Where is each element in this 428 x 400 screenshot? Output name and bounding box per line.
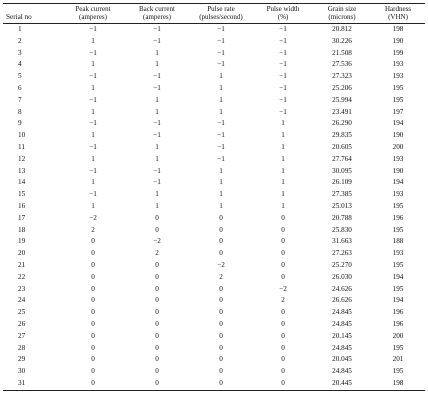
pulse-width-cell: 1	[281, 142, 285, 151]
hardness-cell: 190	[392, 131, 404, 140]
grain-size-cell: 25.830	[332, 225, 352, 234]
peak-current-cell: 0	[91, 308, 95, 317]
grain-size-cell: 24.845	[332, 367, 352, 376]
hardness-cell: 195	[392, 95, 404, 104]
serial-no-cell: 14	[18, 178, 26, 187]
hardness-cell: 193	[392, 60, 404, 69]
table-row	[3, 225, 425, 237]
back-current-cell: 0	[155, 213, 159, 222]
grain-size-cell: 26.030	[332, 272, 352, 281]
serial-no-cell: 13	[18, 166, 26, 175]
peak-current-cell: 0	[61, 378, 125, 390]
pulse-rate-cell: −1	[217, 36, 225, 45]
serial-no-cell: 16	[18, 201, 26, 210]
pulse-width-cell: −1	[279, 107, 287, 116]
pulse-rate-cell: 0	[219, 343, 223, 352]
pulse-rate-cell: 0	[219, 249, 223, 258]
hardness-cell: 200	[392, 331, 404, 340]
pulse-width-cell: 0	[281, 213, 285, 222]
pulse-width-cell: 0	[281, 272, 285, 281]
pulse-width-cell: 1	[281, 190, 285, 199]
grain-size-cell: 31.663	[332, 237, 352, 246]
hardness-cell: 196	[392, 308, 404, 317]
pulse-width-cell: 0	[281, 308, 285, 317]
back-current-cell: 0	[155, 284, 159, 293]
grain-size-cell: 20.605	[332, 142, 352, 151]
back-current-cell: −1	[153, 119, 161, 128]
serial-no-cell: 30	[18, 367, 26, 376]
pulse-width-cell: −1	[279, 36, 287, 45]
hardness-cell: 194	[392, 272, 404, 281]
table-row	[3, 378, 425, 390]
pulse-width-cell: 0	[281, 237, 285, 246]
grain-size-cell: 30.226	[332, 36, 352, 45]
back-current-cell: 1	[155, 142, 159, 151]
peak-current-cell: 1	[91, 131, 95, 140]
hardness-cell: 193	[392, 249, 404, 258]
pulse-rate-cell: 0	[219, 296, 223, 305]
pulse-width-cell: 0	[281, 343, 285, 352]
table-row	[3, 154, 425, 166]
pulse-rate-cell: 1	[219, 201, 223, 210]
serial-no-cell: 5	[18, 72, 22, 81]
pulse-width-cell: 1	[281, 131, 285, 140]
table-row	[3, 295, 425, 307]
grain-size-cell: 26.626	[332, 296, 352, 305]
pulse-width-cell: 0	[281, 319, 285, 328]
table-row	[3, 48, 425, 60]
serial-no-cell: 12	[18, 154, 26, 163]
pulse-rate-cell: 0	[219, 308, 223, 317]
pulse-width-cell: 0	[253, 378, 313, 390]
peak-current-cell: −1	[89, 95, 97, 104]
hardness-cell: 190	[392, 36, 404, 45]
grain-size-cell: 23.491	[332, 107, 352, 116]
peak-current-cell: −1	[89, 190, 97, 199]
hardness-cell: 197	[392, 107, 404, 116]
grain-size-cell: 25.270	[332, 260, 352, 269]
header-row	[3, 4, 425, 24]
pulse-width-cell: 0	[281, 355, 285, 364]
back-current-cell: 0	[155, 331, 159, 340]
peak-current-cell: 1	[91, 201, 95, 210]
pulse-width-cell: 2	[281, 296, 285, 305]
hardness-cell: 195	[392, 260, 404, 269]
pulse-rate-cell: 0	[219, 331, 223, 340]
peak-current-cell: 1	[91, 83, 95, 92]
peak-current-cell: 0	[91, 355, 95, 364]
peak-current-cell: 0	[91, 296, 95, 305]
serial-no-cell: 24	[18, 296, 26, 305]
grain-size-cell: 20.145	[332, 331, 352, 340]
serial-no-cell: 11	[18, 142, 25, 151]
pulse-rate-cell: 0	[219, 367, 223, 376]
pulse-width-cell: 1	[281, 201, 285, 210]
table-row	[3, 354, 425, 366]
back-current-cell: 0	[155, 225, 159, 234]
pulse-rate-cell: 1	[219, 83, 223, 92]
peak-current-cell: −1	[89, 142, 97, 151]
back-current-cell: −1	[153, 131, 161, 140]
peak-current-cell: −1	[89, 25, 97, 33]
pulse-rate-cell: −1	[217, 48, 225, 57]
serial-no-cell: 1	[18, 25, 22, 33]
hardness-cell: 193	[392, 154, 404, 163]
table-row	[3, 366, 425, 378]
pulse-rate-cell: −1	[217, 131, 225, 140]
peak-current-cell: 0	[91, 284, 95, 293]
peak-current-cell: −1	[89, 166, 97, 175]
peak-current-cell: 1	[91, 107, 95, 116]
col-header-pulse-rate: Pulse rate (pulses/second)	[189, 4, 253, 24]
back-current-cell: 1	[155, 107, 159, 116]
col-header-back-current: Back current (amperes)	[125, 4, 189, 24]
peak-current-cell: −1	[89, 119, 97, 128]
hardness-cell: 194	[392, 296, 404, 305]
grain-size-cell: 24.845	[332, 308, 352, 317]
serial-no-cell: 8	[18, 107, 22, 116]
back-current-cell: 0	[155, 343, 159, 352]
serial-no-cell: 7	[18, 95, 22, 104]
hardness-cell: 200	[392, 142, 404, 151]
serial-no-cell: 17	[18, 213, 26, 222]
serial-no-cell: 15	[18, 190, 26, 199]
peak-current-cell: 0	[91, 249, 95, 258]
pulse-width-cell: 1	[281, 154, 285, 163]
back-current-cell: −2	[153, 237, 161, 246]
pulse-rate-cell: 1	[219, 166, 223, 175]
back-current-cell: 1	[155, 201, 159, 210]
pulse-rate-cell: 0	[219, 213, 223, 222]
serial-no-cell: 31	[3, 378, 61, 390]
grain-size-cell: 25.013	[332, 201, 352, 210]
serial-no-cell: 10	[18, 131, 26, 140]
col-header-hardness: Hardness (VHN)	[371, 4, 425, 24]
pulse-width-cell: 0	[281, 225, 285, 234]
back-current-cell: 0	[155, 296, 159, 305]
pulse-rate-cell: 1	[219, 178, 223, 187]
peak-current-cell: 1	[91, 60, 95, 69]
hardness-cell: 193	[392, 72, 404, 81]
grain-size-cell: 29.835	[332, 131, 352, 140]
table-row	[3, 272, 425, 284]
serial-no-cell: 26	[18, 319, 26, 328]
pulse-rate-cell: 1	[219, 72, 223, 81]
pulse-width-cell: 0	[281, 367, 285, 376]
peak-current-cell: 0	[91, 237, 95, 246]
hardness-cell: 195	[392, 284, 404, 293]
table-row	[3, 142, 425, 154]
serial-no-cell: 20	[18, 249, 26, 258]
hardness-cell: 195	[392, 367, 404, 376]
table-row	[3, 189, 425, 201]
col-header-serial-no: Serial no	[3, 4, 61, 24]
back-current-cell: 0	[155, 367, 159, 376]
back-current-cell: −1	[153, 83, 161, 92]
serial-no-cell: 27	[18, 331, 26, 340]
grain-size-cell: 20.812	[332, 25, 352, 33]
peak-current-cell: 0	[91, 272, 95, 281]
pulse-rate-cell: −1	[217, 142, 225, 151]
peak-current-cell: −2	[89, 213, 97, 222]
grain-size-cell: 20.445	[313, 378, 371, 390]
back-current-cell: −1	[153, 25, 161, 33]
grain-size-cell: 24.845	[332, 343, 352, 352]
grain-size-cell: 20.788	[332, 213, 352, 222]
grain-size-cell: 27.385	[332, 190, 352, 199]
grain-size-cell: 25.994	[332, 95, 352, 104]
back-current-cell: 0	[155, 260, 159, 269]
table-row	[3, 83, 425, 95]
table-row	[3, 236, 425, 248]
back-current-cell: 1	[155, 190, 159, 199]
grain-size-cell: 25.206	[332, 83, 352, 92]
pulse-rate-cell: −1	[217, 154, 225, 163]
pulse-rate-cell: 0	[219, 355, 223, 364]
back-current-cell: 1	[155, 95, 159, 104]
pulse-width-cell: 1	[281, 166, 285, 175]
table-body	[3, 24, 425, 391]
peak-current-cell: 2	[91, 225, 95, 234]
table-row	[3, 130, 425, 142]
col-header-pulse-width: Pulse width (%)	[253, 4, 313, 24]
table-row	[3, 71, 425, 83]
peak-current-cell: 1	[91, 154, 95, 163]
table-row	[3, 95, 425, 107]
hardness-cell: 188	[392, 237, 404, 246]
table-row	[3, 24, 425, 36]
hardness-cell: 198	[392, 25, 404, 33]
pulse-width-cell: 0	[281, 260, 285, 269]
pulse-width-cell: 0	[281, 249, 285, 258]
back-current-cell: 0	[155, 272, 159, 281]
peak-current-cell: 0	[91, 260, 95, 269]
pulse-width-cell: 0	[281, 331, 285, 340]
grain-size-cell: 27.263	[332, 249, 352, 258]
serial-no-cell: 4	[18, 60, 22, 69]
grain-size-cell: 27.536	[332, 60, 352, 69]
back-current-cell: 0	[125, 378, 189, 390]
peak-current-cell: 0	[91, 367, 95, 376]
serial-no-cell: 18	[18, 225, 26, 234]
pulse-rate-cell: −1	[217, 25, 225, 33]
serial-no-cell: 22	[18, 272, 26, 281]
hardness-cell: 190	[392, 166, 404, 175]
table-row	[3, 260, 425, 272]
pulse-width-cell: 1	[281, 119, 285, 128]
table-row	[3, 284, 425, 296]
peak-current-cell: 0	[91, 343, 95, 352]
peak-current-cell: −1	[89, 72, 97, 81]
hardness-cell: 195	[392, 343, 404, 352]
table-row	[3, 319, 425, 331]
grain-size-cell: 24.626	[332, 284, 352, 293]
grain-size-cell: 27.323	[332, 72, 352, 81]
pulse-width-cell: −2	[279, 284, 287, 293]
table-row	[3, 201, 425, 213]
table-row	[3, 177, 425, 189]
peak-current-cell: 1	[91, 178, 95, 187]
peak-current-cell: 1	[91, 36, 95, 45]
pulse-rate-cell: 0	[219, 319, 223, 328]
grain-size-cell: 26.290	[332, 119, 352, 128]
hardness-cell: 196	[392, 319, 404, 328]
peak-current-cell: −1	[89, 48, 97, 57]
peak-current-cell: 0	[91, 319, 95, 328]
pulse-width-cell: −1	[279, 60, 287, 69]
hardness-cell: 196	[392, 213, 404, 222]
table-row	[3, 36, 425, 48]
grain-size-cell: 27.764	[332, 154, 352, 163]
back-current-cell: 1	[155, 48, 159, 57]
hardness-cell: 201	[392, 355, 404, 364]
serial-no-cell: 2	[18, 36, 22, 45]
pulse-rate-cell: 1	[219, 95, 223, 104]
back-current-cell: 1	[155, 154, 159, 163]
table-row	[3, 213, 425, 225]
table-row	[3, 166, 425, 178]
results-table	[3, 3, 425, 391]
pulse-rate-cell: 0	[219, 237, 223, 246]
back-current-cell: 0	[155, 355, 159, 364]
table-row	[3, 331, 425, 343]
pulse-width-cell: 1	[281, 178, 285, 187]
hardness-cell: 198	[371, 378, 425, 390]
pulse-rate-cell: 1	[219, 190, 223, 199]
grain-size-cell: 21.508	[332, 48, 352, 57]
table-header	[3, 4, 425, 24]
hardness-cell: 194	[392, 178, 404, 187]
back-current-cell: 0	[155, 308, 159, 317]
table-row	[3, 107, 425, 119]
pulse-rate-cell: 0	[189, 378, 253, 390]
hardness-cell: 195	[392, 201, 404, 210]
pulse-width-cell: −1	[279, 48, 287, 57]
hardness-cell: 195	[392, 83, 404, 92]
serial-no-cell: 21	[18, 260, 26, 269]
hardness-cell: 195	[392, 225, 404, 234]
table-row	[3, 343, 425, 355]
pulse-width-cell: −1	[279, 83, 287, 92]
col-header-peak-current: Peak current (amperes)	[61, 4, 125, 24]
table-row	[3, 59, 425, 71]
pulse-rate-cell: −1	[217, 60, 225, 69]
back-current-cell: −1	[153, 36, 161, 45]
pulse-width-cell: −1	[279, 25, 287, 33]
serial-no-cell: 28	[18, 343, 26, 352]
pulse-rate-cell: −1	[217, 119, 225, 128]
serial-no-cell: 19	[18, 237, 26, 246]
pulse-rate-cell: 2	[219, 272, 223, 281]
table-row	[3, 248, 425, 260]
back-current-cell: −1	[153, 72, 161, 81]
grain-size-cell: 30.095	[332, 166, 352, 175]
pulse-rate-cell: 0	[219, 284, 223, 293]
pulse-width-cell: −1	[279, 95, 287, 104]
serial-no-cell: 25	[18, 308, 26, 317]
hardness-cell: 193	[392, 190, 404, 199]
hardness-cell: 199	[392, 48, 404, 57]
serial-no-cell: 23	[18, 284, 26, 293]
pulse-width-cell: −1	[279, 72, 287, 81]
back-current-cell: −1	[153, 178, 161, 187]
back-current-cell: 0	[155, 319, 159, 328]
pulse-rate-cell: 1	[219, 107, 223, 116]
hardness-cell: 194	[392, 119, 404, 128]
serial-no-cell: 6	[18, 83, 22, 92]
table-row	[3, 307, 425, 319]
pulse-rate-cell: −2	[217, 260, 225, 269]
peak-current-cell: 0	[91, 331, 95, 340]
back-current-cell: 1	[155, 60, 159, 69]
grain-size-cell: 24.845	[332, 319, 352, 328]
serial-no-cell: 29	[18, 355, 26, 364]
col-header-grain-size: Grain size (microns)	[313, 4, 371, 24]
serial-no-cell: 3	[18, 48, 22, 57]
back-current-cell: −1	[153, 166, 161, 175]
grain-size-cell: 20.045	[332, 355, 352, 364]
serial-no-cell: 9	[18, 119, 22, 128]
table-row	[3, 118, 425, 130]
grain-size-cell: 26.109	[332, 178, 352, 187]
pulse-rate-cell: 0	[219, 225, 223, 234]
back-current-cell: 2	[155, 249, 159, 258]
